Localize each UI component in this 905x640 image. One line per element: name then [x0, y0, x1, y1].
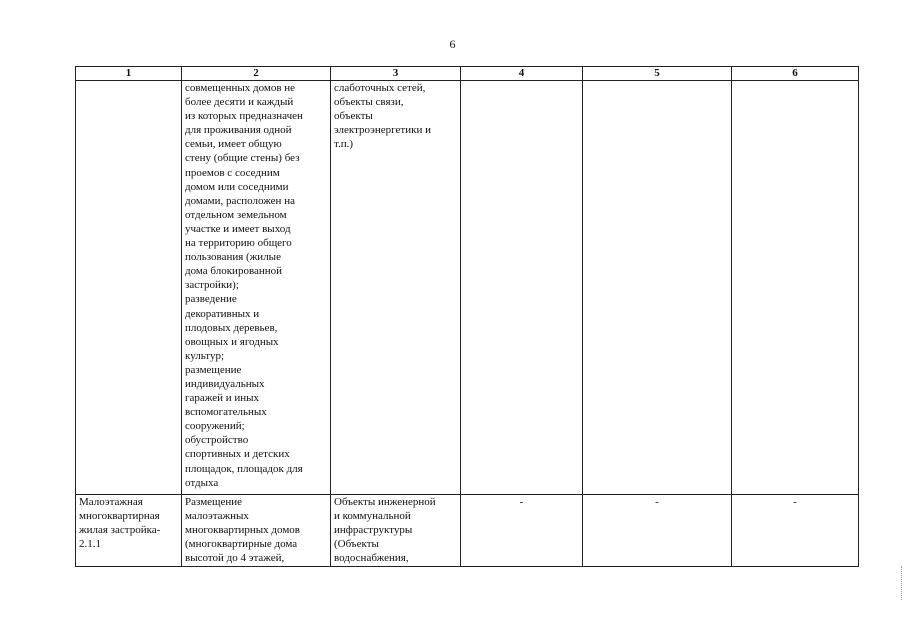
text-line: спортивных и детских [185, 448, 290, 461]
text-line: более десяти и каждый [185, 96, 294, 109]
column-header-3: 3 [331, 67, 461, 81]
column-header-6: 6 [732, 67, 859, 81]
text-line: малоэтажных [185, 510, 249, 523]
text-line: сооружений; [185, 420, 245, 433]
cell-col4 [461, 81, 583, 495]
text-line: овощных и ягодных [185, 335, 279, 348]
cell-col6 [732, 81, 859, 495]
cell-use-name [76, 81, 182, 495]
text-line: площадок, площадок для [185, 462, 303, 475]
table-row [76, 495, 859, 567]
text-line: электроэнергетики и [334, 124, 431, 137]
text-line: из которых предназначен [185, 110, 303, 123]
text-line: обустройство [185, 434, 249, 447]
text-line: инфраструктуры [334, 524, 413, 537]
scan-edge-mark [901, 566, 904, 600]
column-header-4: 4 [461, 67, 583, 81]
text-line: т.п.) [334, 138, 354, 151]
text-line: (многоквартирные дома [185, 538, 298, 551]
text-line: домом или соседними [185, 180, 289, 193]
column-header-2: 2 [182, 67, 331, 81]
text-line: слаботочных сетей, [334, 82, 426, 94]
text-line: высотой до 4 этажей, [185, 552, 285, 565]
text-line: Малоэтажная [79, 496, 143, 508]
column-header-1: 1 [76, 67, 182, 81]
text-line: вспомогательных [185, 406, 267, 419]
text-line: отдельном земельном [185, 208, 287, 221]
text-line: для проживания одной [185, 124, 292, 137]
text-line: участке и имеет выход [185, 222, 291, 235]
text-line: домами, расположен на [185, 194, 295, 207]
text-line: проемов с соседним [185, 166, 280, 179]
table-row [76, 81, 859, 495]
text-line: семьи, имеет общую [185, 138, 282, 151]
text-line: многоквартирная [79, 510, 160, 523]
text-line: Объекты инженерной [334, 496, 436, 508]
text-line: культур; [185, 349, 225, 362]
cell-use-description [182, 81, 331, 495]
text-line: жилая застройка- [79, 524, 161, 537]
text-line: стену (общие стены) без [185, 152, 300, 165]
text-line: индивидуальных [185, 377, 265, 390]
text-line: Размещение [185, 496, 243, 508]
text-line: 2.1.1 [79, 538, 101, 551]
text-line: застройки); [185, 279, 239, 292]
text-line: водоснабжения, [334, 552, 409, 565]
column-header-5: 5 [583, 67, 732, 81]
text-line: (Объекты [334, 538, 379, 551]
text-line: разведение [185, 293, 237, 306]
cell-col4: - [461, 495, 583, 567]
zoning-table [75, 66, 859, 567]
text-line: дома блокированной [185, 265, 283, 278]
text-line: объекты [334, 110, 373, 123]
text-line: гаражей и иных [185, 392, 260, 405]
page-number: 6 [449, 37, 456, 51]
text-line: пользования (жилые [185, 251, 281, 264]
cell-col6: - [732, 495, 859, 567]
text-line: совмещенных домов не [185, 82, 296, 94]
header-row [76, 67, 859, 81]
text-line: плодовых деревьев, [185, 321, 278, 334]
text-line: на территорию общего [185, 237, 292, 250]
text-line: и коммунальной [334, 510, 411, 523]
cell-use-description [182, 495, 331, 567]
text-line: отдыха [185, 476, 219, 489]
text-line: декоративных и [185, 307, 260, 320]
cell-permitted-objects [331, 81, 461, 495]
text-line: размещение [185, 363, 242, 376]
cell-col5 [583, 81, 732, 495]
cell-col5: - [583, 495, 732, 567]
cell-use-name [76, 495, 182, 567]
text-line: объекты связи, [334, 96, 404, 109]
cell-permitted-objects [331, 495, 461, 567]
text-line: многоквартирных домов [185, 524, 300, 537]
